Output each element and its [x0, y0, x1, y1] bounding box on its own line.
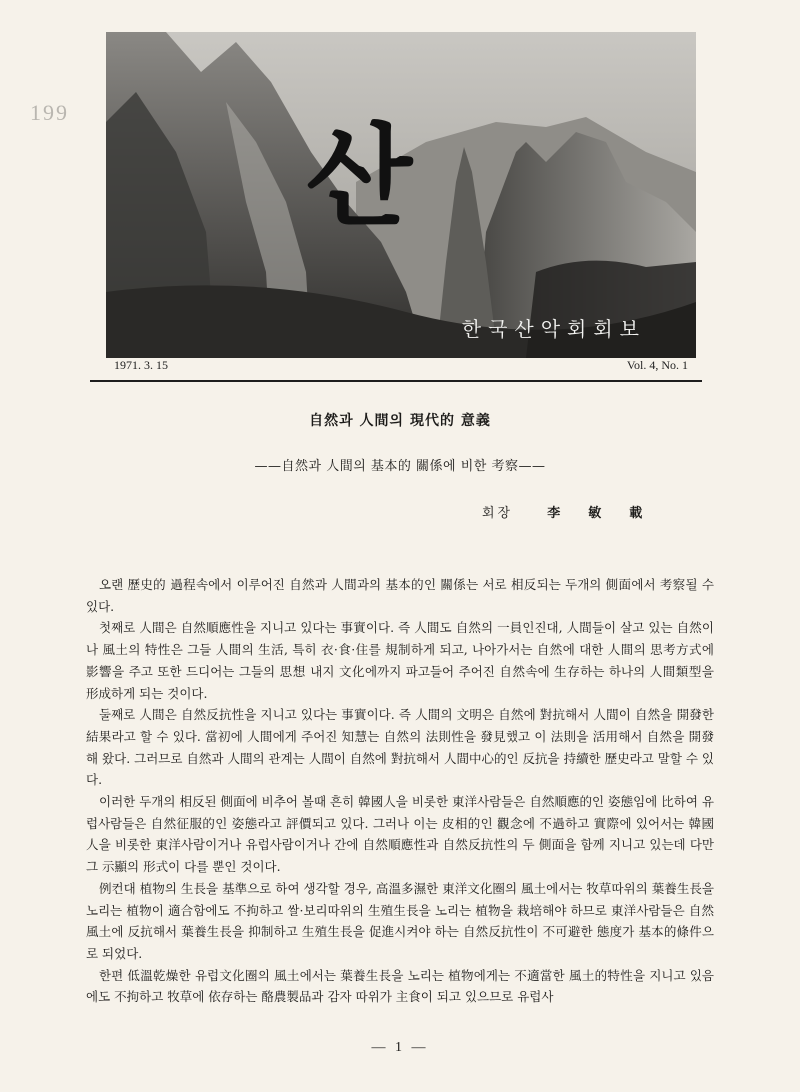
author-byline	[482, 502, 670, 521]
page-stamp-number: 199	[30, 100, 69, 125]
paragraph: 例컨대 植物의 生長을 基準으로 하여 생각할 경우, 高溫多濕한 東洋文化圈의 風土에서는 牧草따위의 葉養生長을 노리는 植物이 適合함에도 不拘하고 쌀·보리따위의 生殖生長을 노리는 植物을 栽培해야 하므로 東洋사람들은 自然風土에 反抗해서 葉養生長을 抑制하고 生殖生長을 促進시켜야 하는 自然反抗性이 不可避한 態度가 基本的條件으로 되었다.	[86, 880, 714, 961]
header-divider	[90, 380, 702, 382]
issue-meta-row	[114, 358, 688, 374]
page-number: — 1 —	[371, 1040, 429, 1055]
paragraph: 한편 低溫乾燥한 유럽文化圈의 風土에서는 葉養生長을 노리는 植物에게는 不適當한 風土的特性을 지니고 있음에도 不拘하고 牧草에 依存하는 酪農製品과 감자 따위가 主食이 되고 있으므로 유럽사	[86, 967, 714, 1005]
paragraph: 오랜 歷史的 過程속에서 이루어진 自然과 人間과의 基本的인 關係는 서로 相反되는 두개의 側面에서 考察될 수 있다.	[86, 577, 714, 614]
masthead-logo: 산	[306, 113, 413, 241]
masthead-cover-photo	[106, 32, 696, 358]
issue-date: 1971. 3. 15	[114, 358, 168, 372]
issue-volume: Vol. 4, No. 1	[626, 358, 688, 372]
article-body	[86, 574, 714, 1008]
paragraph: 이러한 두개의 相反된 側面에 비추어 볼때 흔히 韓國人을 비롯한 東洋사람들은 自然順應的인 姿態임에 比하여 유럽사람들은 自然征服的인 姿態라고 評價되고 있다. 그러나 이는 皮相的인 觀念에 不過하고 實際에 있어서는 韓國人을 비롯한 東洋사람이거나 유럽사람이거나 간에 自然順應性과 自然反抗性의 두 側面을 함께 지니고 있는데 다만 그 示顯의 形式이 다를 뿐인 것이다.	[86, 794, 714, 875]
author-name: 李敏載	[547, 506, 671, 521]
paragraph: 둘째로 人間은 自然反抗性을 지니고 있다는 事實이다. 즉 人間의 文明은 自然에 對抗해서 人間이 自然을 開發한 結果라고 할 수 있다. 當初에 人間에게 주어진 知慧는 自然의 法則性을 發見했고 이 法則을 活用해서 自然을 開發해 왔다. 그러므로 自然과 人間의 관계는 人間이 自然에 對抗해서 人間中心的인 反抗을 持續한 歷史라고 말할 수 있다.	[86, 707, 714, 788]
publication-name: 한국산악회회보	[461, 317, 646, 341]
author-role: 회장	[482, 506, 514, 521]
paragraph: 첫째로 人間은 自然順應性을 지니고 있다는 事實이다. 즉 人間도 自然의 一員인진대, 人間들이 살고 있는 自然이나 風土의 特性은 그들 人間의 生活, 특히 衣·食·住를 規制하게 되고, 나아가서는 自然에 대한 人間의 思考方式에 影響을 주고 또한 드디어는 그들의 思想 내지 文化에까지 파고들어 주어진 自然속에 生存하는 하나의 人間類型을 形成하게 되는 것이다.	[86, 620, 714, 701]
article-subtitle: ——自然과 人間의 基本的 關係에 비한 考察——	[254, 459, 546, 474]
article-title: 自然과 人間의 現代的 意義	[309, 413, 491, 429]
